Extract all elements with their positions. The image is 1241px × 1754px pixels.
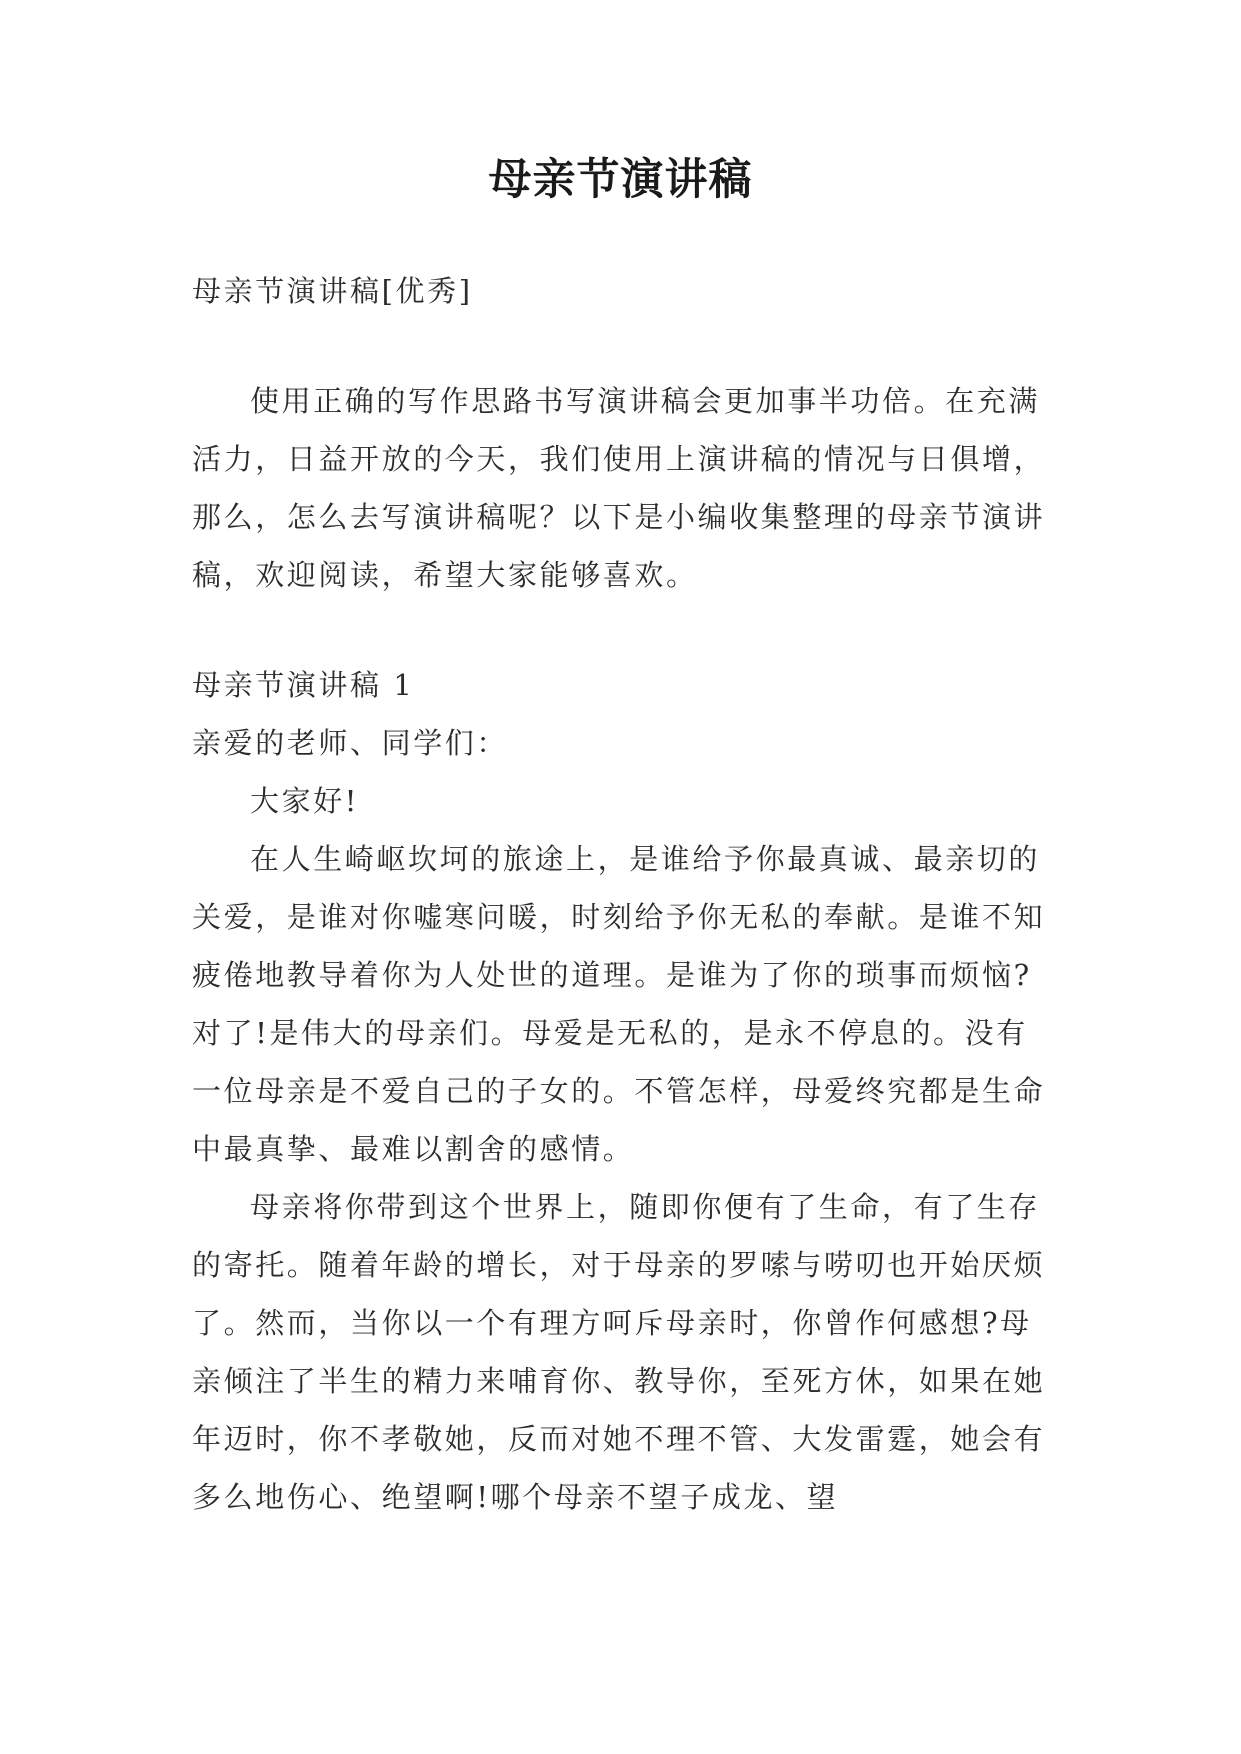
intro-paragraph: 使用正确的写作思路书写演讲稿会更加事半功倍。在充满活力，日益开放的今天，我们使用上演讲稿的情况与日俱增，那么，怎么去写演讲稿呢？以下是小编收集整理的母亲节演讲稿，欢迎阅读，希望大家能够喜欢。 — [192, 384, 1046, 592]
body-paragraph: 在人生崎岖坎坷的旅途上，是谁给予你最真诚、最亲切的关爱，是谁对你嘘寒问暖，时刻给予你无私的奉献。是谁不知疲倦地教导着你为人处世的道理。是谁为了你的琐事而烦恼?对了!是伟大的母亲们。母爱是无私的，是永不停息的。没有一位母亲是不爱自己的子女的。不管怎样，母爱终究都是生命中最真挚、最难以割舍的感情。 — [192, 842, 1046, 1166]
document-body — [192, 262, 1054, 1526]
document-title: 母亲节演讲稿 — [488, 155, 753, 205]
salutation: 亲爱的老师、同学们： — [192, 726, 509, 760]
body-paragraph: 母亲将你带到这个世界上，随即你便有了生命，有了生存的寄托。随着年龄的增长，对于母亲的罗嗦与唠叨也开始厌烦了。然而，当你以一个有理方呵斥母亲时，你曾作何感想?母亲倾注了半生的精力来哺育你、教导你，至死方休，如果在她年迈时，你不孝敬她，反而对她不理不管、大发雷霆，她会有多么地伤心、绝望啊!哪个母亲不望子成龙、望 — [192, 1190, 1046, 1514]
section-heading: 母亲节演讲稿 1 — [192, 668, 415, 702]
greeting: 大家好! — [250, 784, 360, 818]
document-subtitle: 母亲节演讲稿[优秀] — [192, 274, 473, 308]
